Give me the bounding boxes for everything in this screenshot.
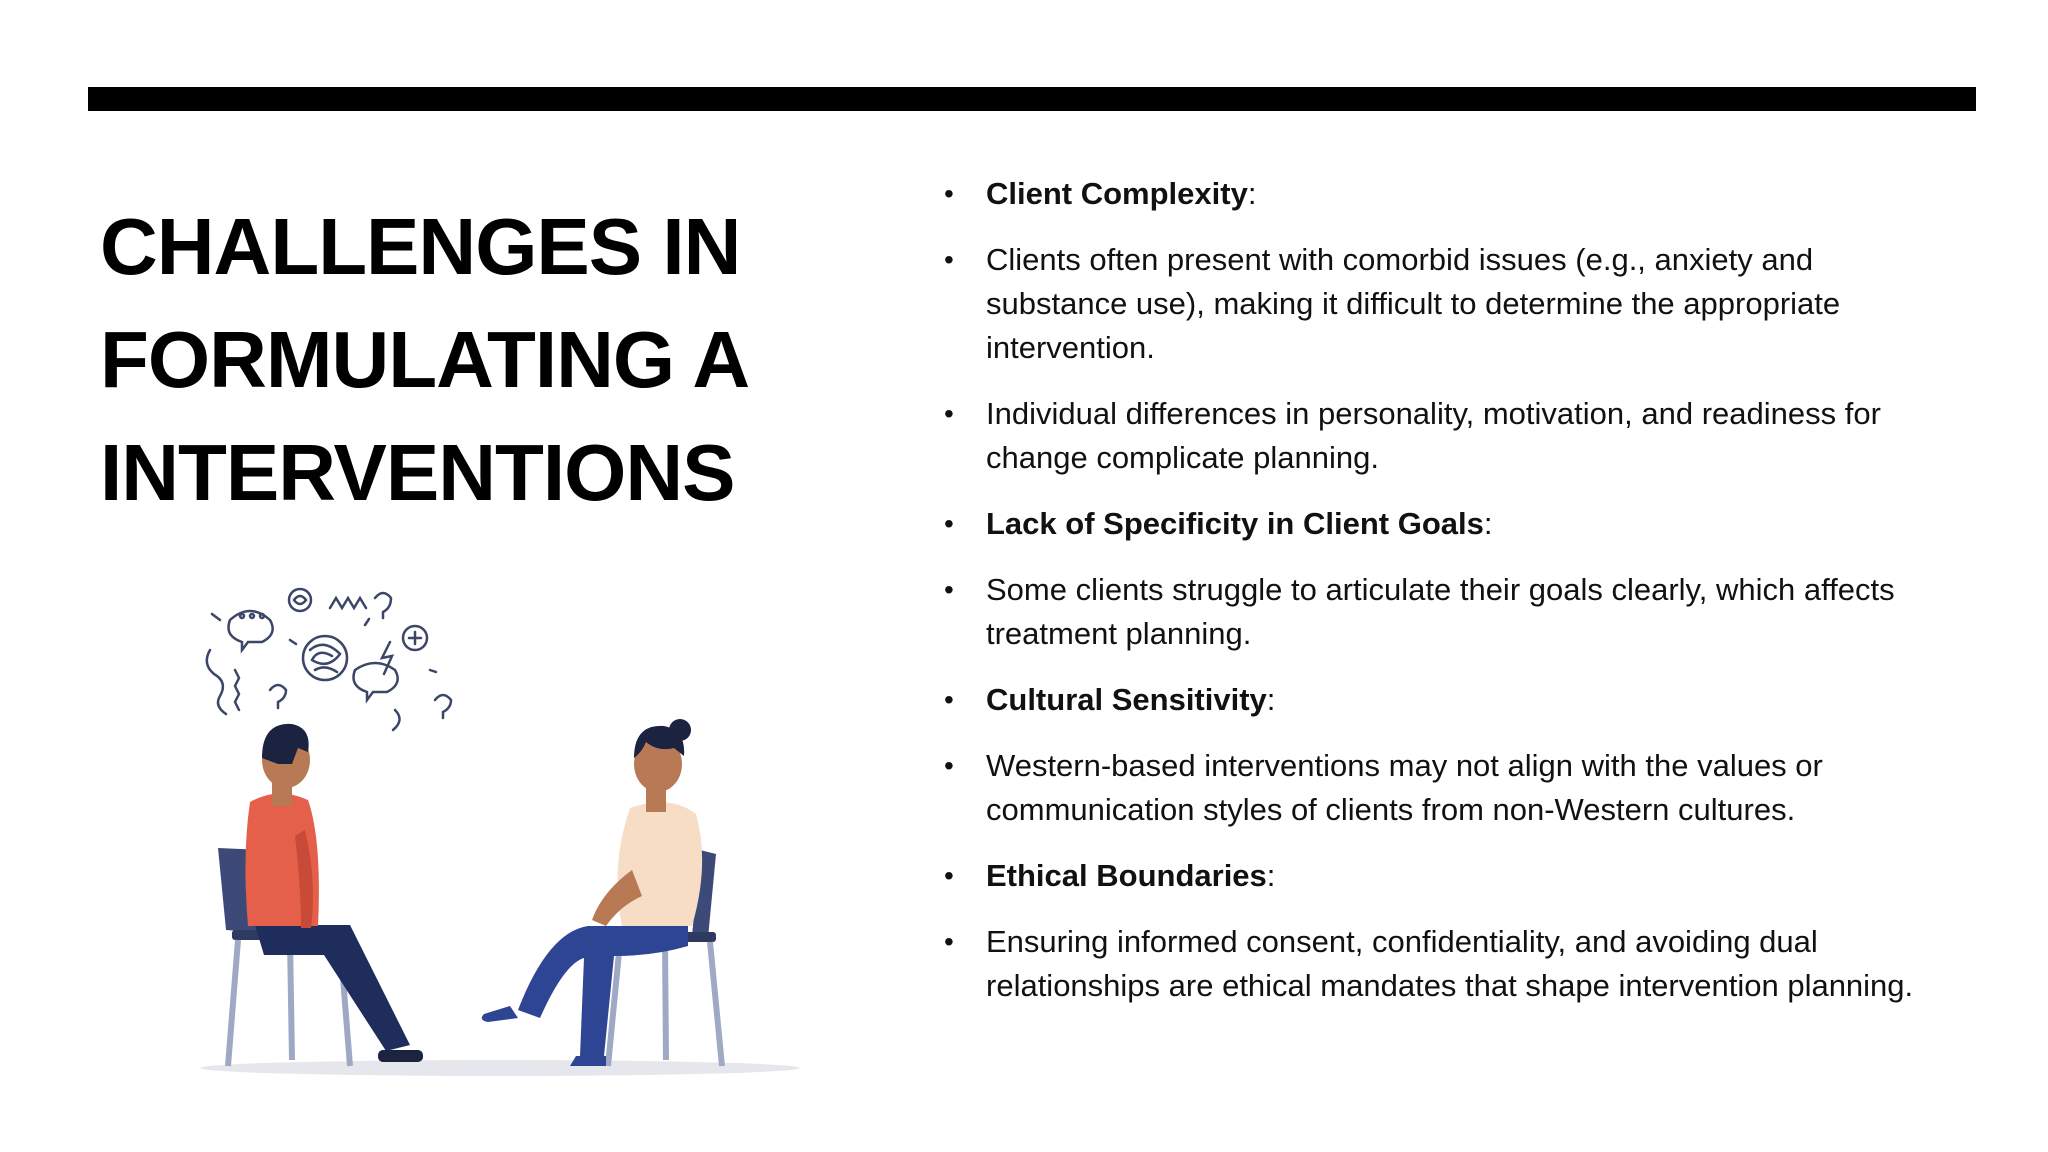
slide-title [100, 190, 900, 529]
counseling-session-illustration [180, 580, 820, 1080]
bullet-text: Individual differences in personality, motivation, and readiness for change complicate planning. [986, 396, 1881, 475]
bullet-text: Ensuring informed consent, confidentiality, and avoiding dual relationships are ethical mandates that shape intervention planning. [986, 924, 1914, 1003]
bullet-heading: Ethical Boundaries [986, 858, 1267, 893]
bullet-dot-icon: • [944, 750, 954, 781]
bullet-heading: Cultural Sensitivity [986, 682, 1267, 717]
bullet-dot-icon: • [944, 178, 954, 209]
bullet-text: Clients often present with comorbid issues (e.g., anxiety and substance use), making it difficult to determine the appropriate intervention. [986, 242, 1841, 365]
challenges-bullet-list [944, 172, 1954, 1030]
right-person [482, 719, 702, 1066]
left-person [245, 724, 423, 1062]
bullet-text: Some clients struggle to articulate their goals clearly, which affects treatment planning. [986, 572, 1895, 651]
list-item [944, 678, 1954, 722]
floor-shadow [200, 1060, 800, 1076]
bullet-dot-icon: • [944, 398, 954, 429]
bullet-dot-icon: • [944, 508, 954, 539]
list-item [944, 392, 1954, 480]
slide-title-line: FORMULATING A [100, 315, 750, 404]
bullet-dot-icon: • [944, 684, 954, 715]
slide-title-line: INTERVENTIONS [100, 428, 735, 517]
list-item [944, 920, 1954, 1008]
bullet-text: : [1266, 682, 1276, 717]
slide-title-line: CHALLENGES IN [100, 202, 741, 291]
bullet-text: : [1266, 858, 1276, 893]
bullet-dot-icon: • [944, 860, 954, 891]
list-item [944, 238, 1954, 370]
bullet-heading: Client Complexity [986, 176, 1248, 211]
title-accent-bar [88, 87, 1976, 111]
bullet-dot-icon: • [944, 926, 954, 957]
list-item [944, 172, 1954, 216]
list-item [944, 568, 1954, 656]
bullet-text: : [1483, 506, 1493, 541]
bullet-text: Western-based interventions may not align with the values or communication styles of clients from non-Western cultures. [986, 748, 1823, 827]
bullet-heading: Lack of Specificity in Client Goals [986, 506, 1484, 541]
bullet-text: : [1247, 176, 1257, 211]
list-item [944, 502, 1954, 546]
list-item [944, 744, 1954, 832]
thought-doodles-icon [207, 589, 451, 730]
bullet-dot-icon: • [944, 244, 954, 275]
list-item [944, 854, 1954, 898]
bullet-dot-icon: • [944, 574, 954, 605]
